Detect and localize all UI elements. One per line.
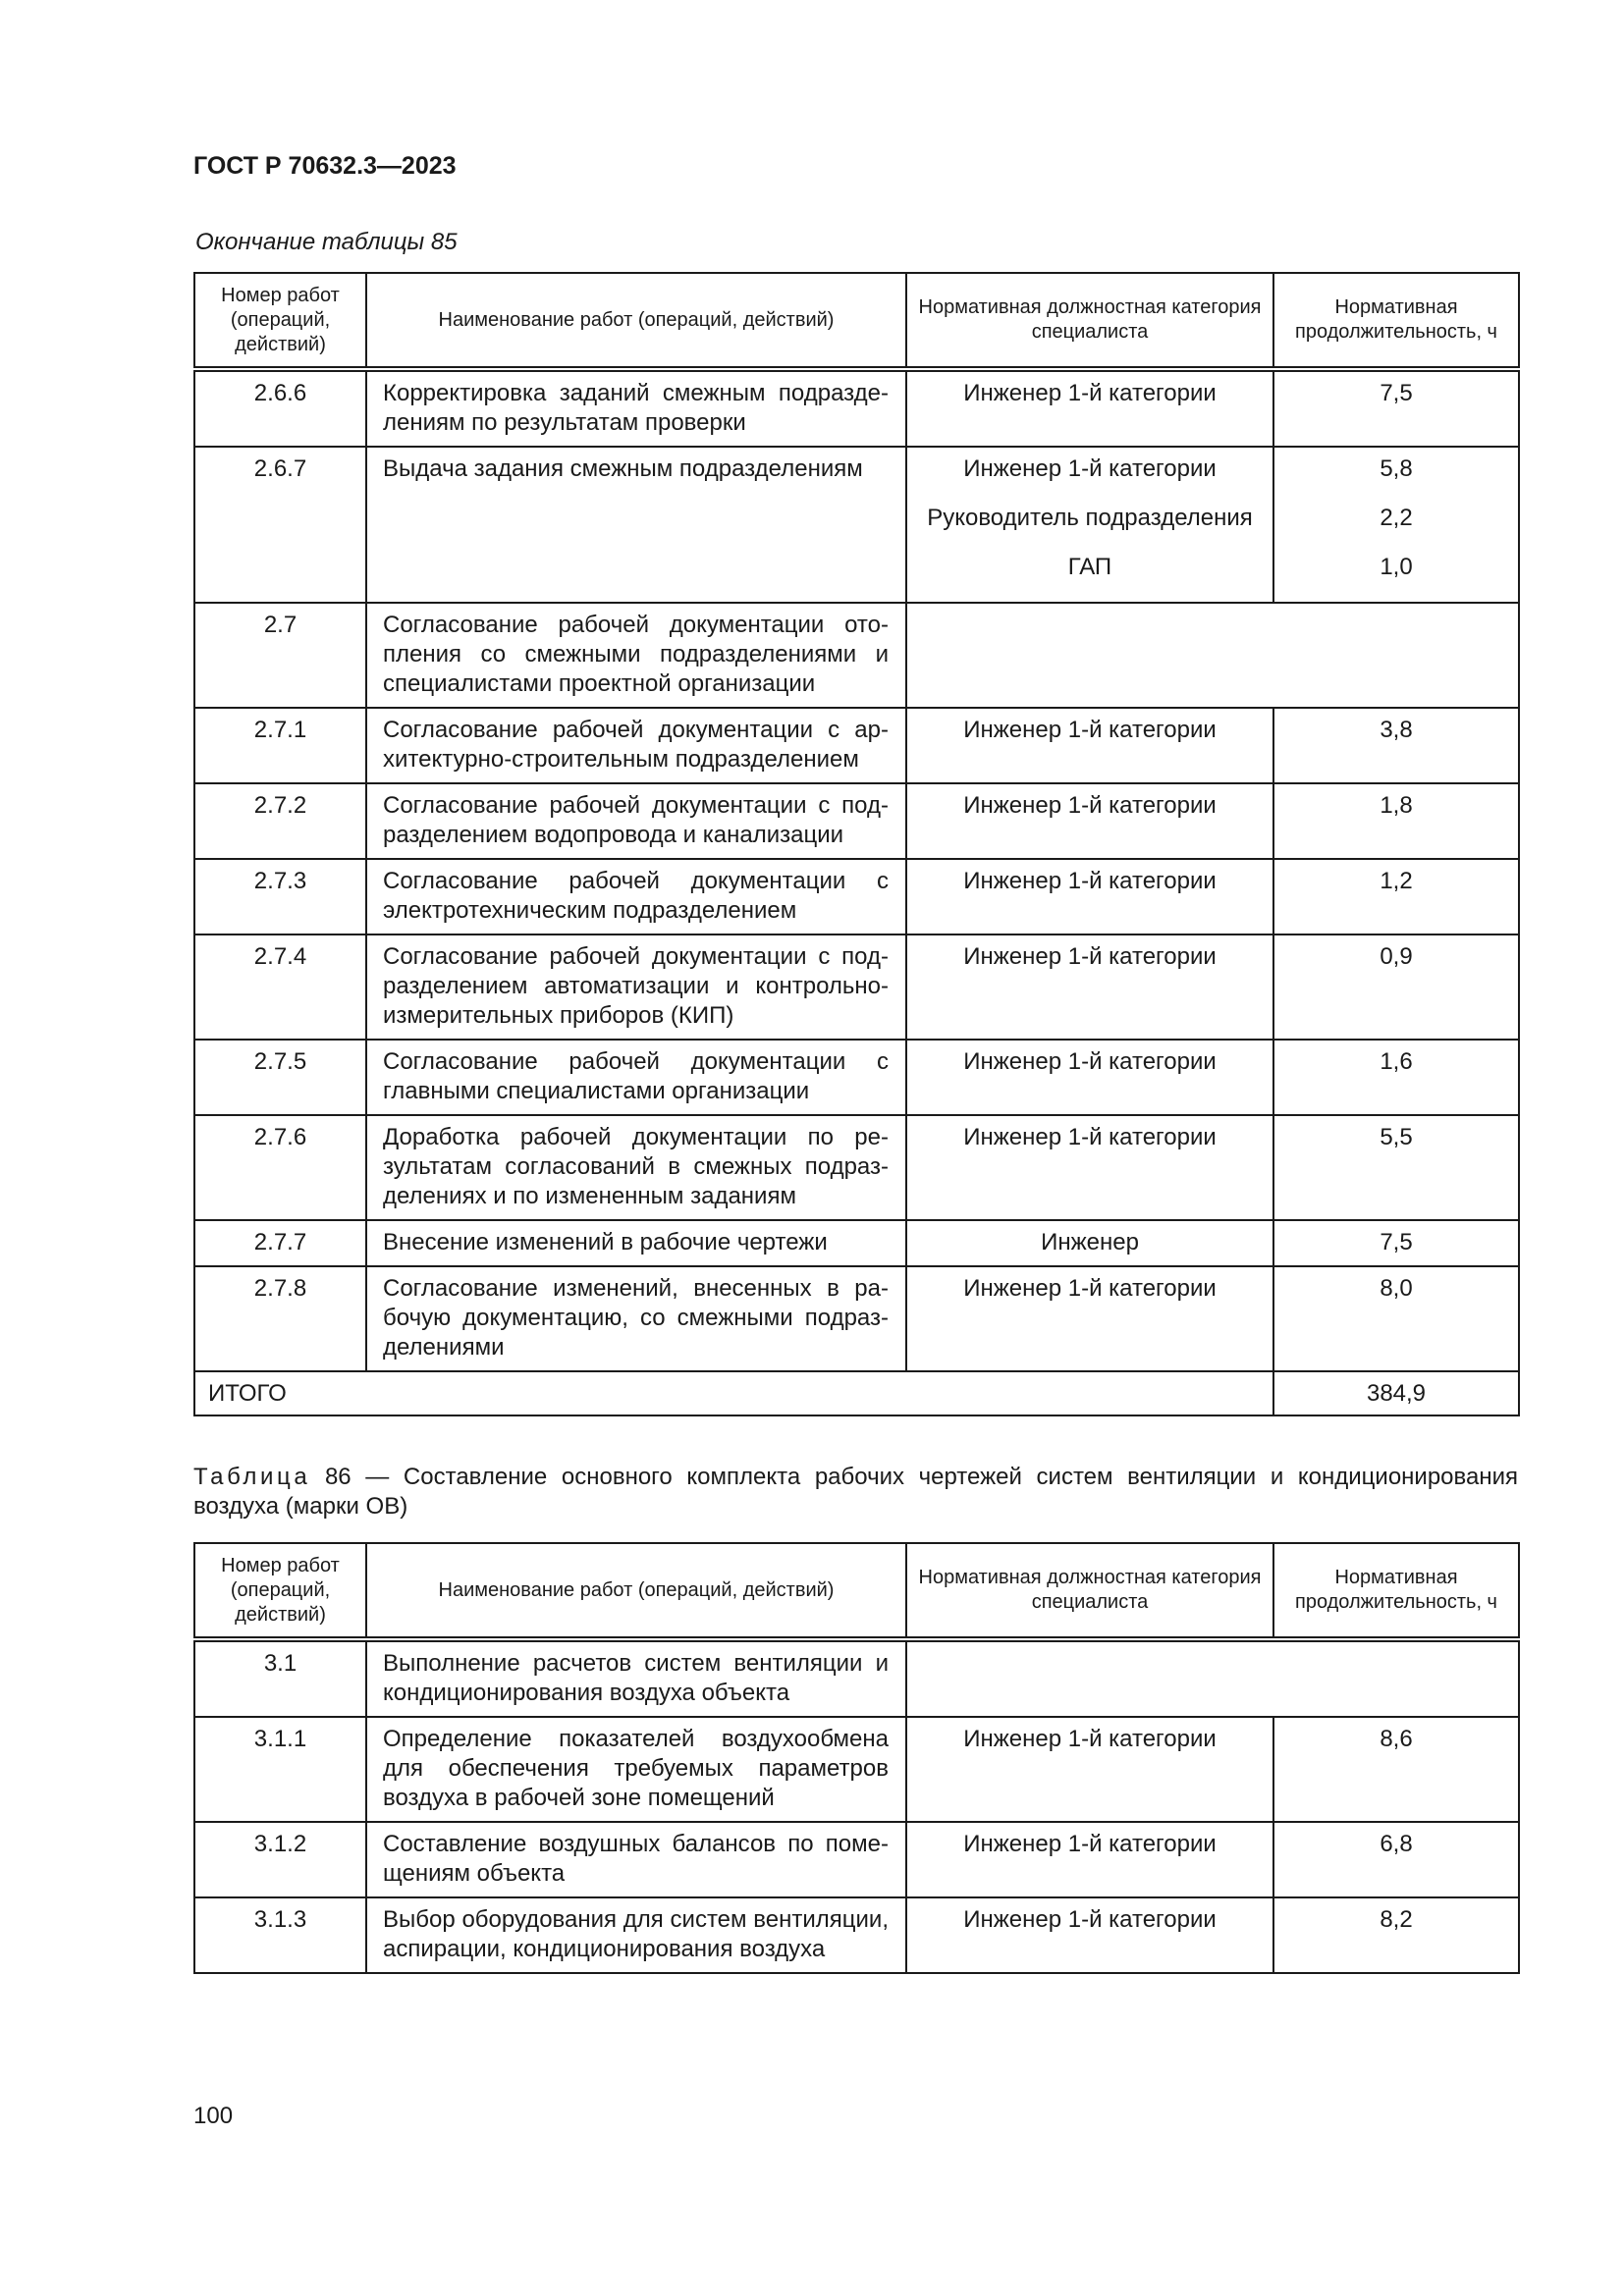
- column-header-name: Наименование работ (операций, действий): [366, 273, 906, 369]
- table-row: [194, 1717, 1519, 1822]
- table-row: [194, 708, 1519, 783]
- cell-category: [906, 934, 1273, 1040]
- table-row: [194, 1220, 1519, 1266]
- cell-category: [906, 708, 1273, 783]
- total-label: ИТОГО: [194, 1371, 1273, 1415]
- cell-work-name: Согласование рабочей документации с главными специалистами организации: [366, 1040, 906, 1115]
- cell-duration: [1273, 369, 1519, 447]
- cell-category: [906, 1717, 1273, 1822]
- cell-category: [906, 447, 1273, 603]
- category-value: Инженер 1-й категории: [963, 717, 1217, 743]
- cell-number: 3.1.1: [194, 1717, 366, 1822]
- cell-empty: [906, 1639, 1519, 1717]
- cell-number: 2.7.4: [194, 934, 366, 1040]
- page-number: 100: [193, 2103, 234, 2129]
- cell-number: 2.7.8: [194, 1266, 366, 1371]
- cell-duration: [1273, 934, 1519, 1040]
- table-row: [194, 859, 1519, 934]
- category-value: ГАП: [1067, 554, 1112, 580]
- category-value: Инженер 1-й категории: [963, 943, 1217, 970]
- cell-number: 2.6.6: [194, 369, 366, 447]
- cell-work-name: Согласование рабочей документации с подразделением автоматизации и контрольно-измерительных приборов (КИП): [366, 934, 906, 1040]
- duration-value: 8,0: [1380, 1275, 1413, 1302]
- cell-number: 3.1.2: [194, 1822, 366, 1897]
- table-85: [193, 272, 1520, 1416]
- cell-category: [906, 1822, 1273, 1897]
- cell-duration: [1273, 1822, 1519, 1897]
- duration-value: 7,5: [1380, 380, 1413, 406]
- table-row: [194, 934, 1519, 1040]
- category-value: Инженер 1-й категории: [963, 1275, 1217, 1302]
- duration-value: 0,9: [1380, 943, 1413, 970]
- category-value: Инженер 1-й категории: [963, 1726, 1217, 1752]
- cell-number: 2.7.6: [194, 1115, 366, 1220]
- cell-duration: [1273, 447, 1519, 603]
- table-row: [194, 447, 1519, 603]
- cell-work-name: Корректировка заданий смежным подразделениям по результатам проверки: [366, 369, 906, 447]
- column-header-category: Нормативная должностная категория специалиста: [906, 1543, 1273, 1639]
- cell-work-name: Доработка рабочей документации по результатам согласований в смежных подразделениях и по измененным заданиям: [366, 1115, 906, 1220]
- cell-duration: [1273, 1266, 1519, 1371]
- table-row: [194, 369, 1519, 447]
- cell-duration: [1273, 1115, 1519, 1220]
- table-row: [194, 1040, 1519, 1115]
- category-value: Инженер 1-й категории: [963, 792, 1217, 819]
- cell-duration: [1273, 1040, 1519, 1115]
- category-value: Руководитель подразделения: [927, 505, 1253, 531]
- duration-value: 7,5: [1380, 1229, 1413, 1255]
- duration-value: 8,2: [1380, 1906, 1413, 1933]
- cell-duration: [1273, 1220, 1519, 1266]
- cell-category: [906, 1220, 1273, 1266]
- table-row: [194, 783, 1519, 859]
- table-row: [194, 1639, 1519, 1717]
- cell-category: [906, 1266, 1273, 1371]
- cell-duration: [1273, 1717, 1519, 1822]
- table-header-row: [194, 273, 1519, 369]
- table-86-caption-text: 86 — Составление основного комплекта рабочих чертежей систем вентиляции и кондиционирования воздуха (марки ОВ): [193, 1464, 1518, 1520]
- table-86-caption: [193, 1463, 1518, 1522]
- cell-number: 3.1: [194, 1639, 366, 1717]
- cell-number: 2.7.3: [194, 859, 366, 934]
- column-header-name: Наименование работ (операций, действий): [366, 1543, 906, 1639]
- cell-number: 2.7.2: [194, 783, 366, 859]
- duration-value: 5,8: [1380, 455, 1413, 482]
- duration-value: 2,2: [1380, 505, 1413, 531]
- category-value: Инженер 1-й категории: [963, 455, 1217, 482]
- cell-work-name: Согласование рабочей документации с архитектурно-строительным подразделением: [366, 708, 906, 783]
- category-value: Инженер 1-й категории: [963, 868, 1217, 894]
- cell-work-name: Составление воздушных балансов по помещениям объекта: [366, 1822, 906, 1897]
- category-value: Инженер 1-й категории: [963, 1906, 1217, 1933]
- cell-duration: [1273, 1897, 1519, 1973]
- table-header-row: [194, 1543, 1519, 1639]
- cell-number: 3.1.3: [194, 1897, 366, 1973]
- duration-value: 8,6: [1380, 1726, 1413, 1752]
- table-row: [194, 1266, 1519, 1371]
- cell-number: 2.7.1: [194, 708, 366, 783]
- table-row: [194, 603, 1519, 708]
- table-86: [193, 1542, 1520, 1974]
- total-value: 384,9: [1273, 1371, 1519, 1415]
- column-header-number: Номер работ (операций, действий): [194, 1543, 366, 1639]
- category-value: Инженер 1-й категории: [963, 1048, 1217, 1075]
- duration-value: 5,5: [1380, 1124, 1413, 1150]
- cell-work-name: Согласование рабочей документации с электротехническим подразделением: [366, 859, 906, 934]
- cell-category: [906, 369, 1273, 447]
- cell-work-name: Внесение изменений в рабочие чертежи: [366, 1220, 906, 1266]
- cell-number: 2.7.5: [194, 1040, 366, 1115]
- cell-category: [906, 1897, 1273, 1973]
- cell-duration: [1273, 783, 1519, 859]
- category-value: Инженер 1-й категории: [963, 380, 1217, 406]
- cell-work-name: Выдача задания смежным подразделениям: [366, 447, 906, 603]
- category-value: Инженер 1-й категории: [963, 1831, 1217, 1857]
- cell-work-name: Согласование рабочей документации с подразделением водопровода и канализации: [366, 783, 906, 859]
- duration-value: 3,8: [1380, 717, 1413, 743]
- table-row: [194, 1897, 1519, 1973]
- cell-number: 2.6.7: [194, 447, 366, 603]
- cell-category: [906, 1040, 1273, 1115]
- cell-work-name: Выбор оборудования для систем вентиляции, аспирации, кондиционирования воздуха: [366, 1897, 906, 1973]
- category-value: Инженер: [1041, 1229, 1139, 1255]
- table-85-caption: Окончание таблицы 85: [195, 229, 458, 255]
- duration-value: 1,8: [1380, 792, 1413, 819]
- duration-value: 1,6: [1380, 1048, 1413, 1075]
- column-header-duration: Нормативная продолжительность, ч: [1273, 1543, 1519, 1639]
- cell-work-name: Определение показателей воздухообмена для обеспечения требуемых параметров воздуха в рабочей зоне помещений: [366, 1717, 906, 1822]
- cell-number: 2.7: [194, 603, 366, 708]
- duration-value: 1,0: [1380, 554, 1413, 580]
- table-86-caption-label: Таблица: [193, 1464, 311, 1490]
- page-header: ГОСТ Р 70632.3—2023: [193, 152, 457, 180]
- cell-work-name: Согласование рабочей документации отопления со смежными подразделениями и специалистами проектной организации: [366, 603, 906, 708]
- duration-value: 6,8: [1380, 1831, 1413, 1857]
- table-row: [194, 1822, 1519, 1897]
- category-value: Инженер 1-й категории: [963, 1124, 1217, 1150]
- column-header-duration: Нормативная продолжительность, ч: [1273, 273, 1519, 369]
- cell-empty: [906, 603, 1519, 708]
- duration-value: 1,2: [1380, 868, 1413, 894]
- cell-work-name: Выполнение расчетов систем вентиляции и кондиционирования воздуха объекта: [366, 1639, 906, 1717]
- total-row: [194, 1371, 1519, 1415]
- cell-number: 2.7.7: [194, 1220, 366, 1266]
- column-header-number: Номер работ (операций, действий): [194, 273, 366, 369]
- column-header-category: Нормативная должностная категория специалиста: [906, 273, 1273, 369]
- cell-category: [906, 859, 1273, 934]
- cell-category: [906, 783, 1273, 859]
- cell-work-name: Согласование изменений, внесенных в рабочую документацию, со смежными подразделениями: [366, 1266, 906, 1371]
- cell-category: [906, 1115, 1273, 1220]
- cell-duration: [1273, 859, 1519, 934]
- cell-duration: [1273, 708, 1519, 783]
- table-row: [194, 1115, 1519, 1220]
